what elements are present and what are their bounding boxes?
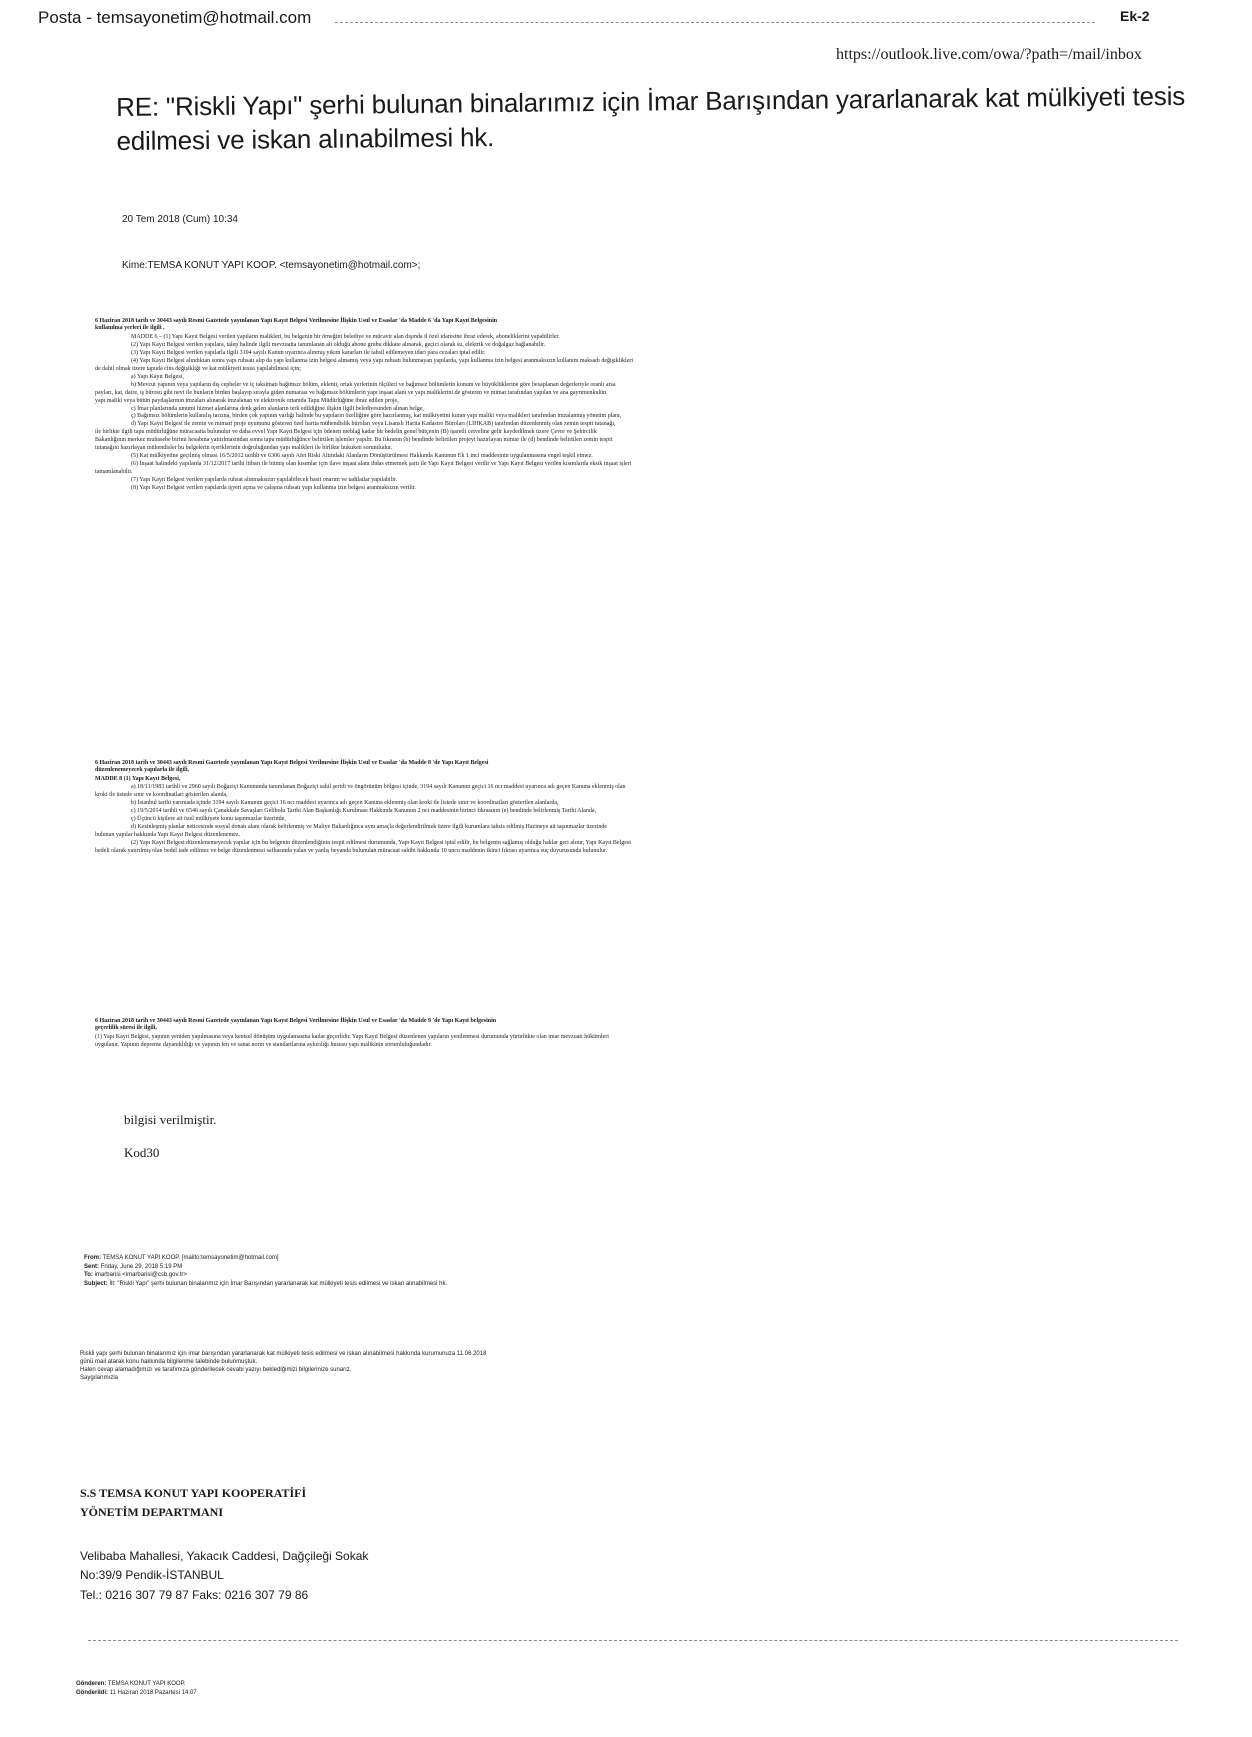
sent-date-value: 11 Haziran 2018 Pazartesi 14:07 — [109, 1689, 197, 1696]
list-item: (2) Yapı Kayıt Belgesi düzenlenemeyecek yapılar için bu belgenin düzenlendiğinin tespit edilmesi durumunda, Yapı Kayıt Belgesi iptal edilir, bu belgenin sağlamış olduğu haklar geri alınır, Yapı Kayıt Belgesi — [131, 839, 631, 846]
list-item: de dahil olmak üzere tapuda cins değişikliği ve kat mülkiyeti tesisi yapılabilmesi için; — [95, 366, 301, 372]
body-line: günü mail atarak konu hakkında bilgilenme talebinde bulunmuştuk. — [80, 1359, 258, 1366]
list-item: b) İstanbul tarihi yarımada içinde 3194 sayılı Kanunun geçici 16 ncı maddesi uyarınca adı geçen Kanuna eklenmiş olan kroki ile listede sınır ve koordinatları gösterilen alanlarda, — [131, 800, 559, 807]
list-item: c) 19/5/2014 tarihli ve 6546 sayılı Çanakkale Savaşları Gelibolu Tarihi Alan Başkanlığı Kurulması Hakkında Kanunun 2 nci maddesinin birinci fıkrasının (e) bendinde belirlenmiş Tarihi Alanda, — [131, 808, 597, 814]
list-item: ç) Üçüncü kişilere ait özel mülkiyete konu taşınmazlar üzerinde, — [131, 815, 286, 822]
sender-value: TEMSA KONUT YAPI KOOP. — [107, 1681, 186, 1687]
list-item: ç) Bağımsız bölümlerin kullanılış tarzına, birden çok yapının varlığı halinde bu yapıların özelliğine göre hazırlanmış, kat mülkiyetini kuran yapı maliki veya malikleri tarafından imzalanmış yönetim planı, — [131, 413, 622, 420]
section3-heading-line1: 6 Haziran 2018 tarih ve 30443 sayılı Resmi Gazetede yayınlanan Yapı Kayıt Belgesi Verilmesine İlişkin Usul ve Esaslar 'da Madde 9 'de Yapı Kayıt belgesinin — [95, 1018, 497, 1024]
previous-message-header — [76, 1680, 776, 1697]
list-item: d) Yapı Kayıt Belgesi ile zemin ve mimari proje uyumunu gösteren özel harita mühendislik büroları veya Lisanslı Harita Kadastro Büroları (LİHKAB) tarafından düzenlenmiş olan zemin tespit tutanağı, — [131, 421, 616, 428]
sent-label: Sent: — [84, 1263, 99, 1270]
email-subject — [116, 78, 1217, 158]
list-item: uygulanır. Yapının depreme dayanıklılığı ve yapının fen ve sanat norm ve standartlarına aykırılığı hususu yapı malikinin sorumluluğundadır. — [95, 1042, 432, 1049]
top-divider — [335, 22, 1095, 23]
subject-label: Subject: — [84, 1281, 108, 1288]
closing-text: bilgisi verilmiştir. — [124, 1112, 217, 1127]
list-item: Bakanlığının merkez muhasebe birimi hesabına yatırılmasından sonra tapu müdürlüğünce belirtilen işlemler yapılır. Bu fıkranın (b) bendinde belirtilen projeyi hazırlayan mimar ile (d) bendinde belirtilen zemin tespit — [95, 437, 613, 444]
section1-body — [95, 334, 1140, 492]
signature-org-name: S.S TEMSA KONUT YAPI KOOPERATİFİ — [80, 1486, 307, 1500]
list-item: MADDE 6 – (1) Yapı Kayıt Belgesi verilen yapıların malikleri, bu belgenin bir örneğini belediye ve mücavir alan dışında il özel idaresine ibraz ederek, aboneliklerini yapabilirler. — [131, 334, 560, 341]
section3-heading-line2: geçerlilik süresi ile ilgili, — [95, 1025, 157, 1032]
original-message-header — [84, 1254, 1204, 1289]
list-item: yapı maliki veya bütün paydaşlarının imzaları alınarak imzalanan ve elektronik ortamda Tapu Müdürlüğüne ibraz edilen proje, — [95, 397, 399, 404]
list-item: a) 18/11/1983 tarihli ve 2960 sayılı Boğaziçi Kanununda tanımlanan Boğaziçi sahil şeridi ve öngörünüm bölgesi içinde, 3194 sayılı Kanunun geçici 16 ncı maddesi uyarınca adı geçen Kanuna eklenmiş olan — [131, 784, 626, 791]
sender-label: Gönderen: — [76, 1681, 107, 1687]
section3-body — [95, 1034, 1140, 1050]
original-message-body — [80, 1350, 1200, 1382]
sent-value: Friday, June 29, 2018 5:19 PM — [100, 1263, 183, 1270]
page-url[interactable]: https://outlook.live.com/owa/?path=/mail/inbox — [836, 46, 1142, 63]
from-row — [84, 1254, 1204, 1263]
list-item: (6) İnşaat halindeki yapılarda 31/12/2017 tarihi itibarı ile bitmiş olan kısımlar için ilave inşaat alanı ihdas etmemek şartı ile Yapı Kayıt Belgesi verilir ve Yapı Kayıt Belgesi verilen kısımlarda eksik inşaat işleri — [131, 460, 632, 467]
section2-heading-line1: 6 Haziran 2018 tarih ve 30443 sayılı Resmi Gazetede yayınlanan Yapı Kayıt Belgesi Verilmesine İlişkin Usul ve Esaslar 'da Madde 8 'de Yapı Kayıt Belgesi — [95, 760, 489, 766]
section-madde-6 — [95, 318, 1140, 493]
subject-value: İlt: "Riskli Yapı" şerhi bulunan binalarımız için İmar Barışından yararlanarak kat mülkiyeti tesis edilmesi ve iskan alınabilmesi hk. — [109, 1281, 448, 1288]
sent-row — [84, 1263, 1204, 1272]
from-value[interactable]: TEMSA KONUT YAPI KOOP. [mailto:temsayonetim@hotmail.com] — [102, 1255, 279, 1261]
signature-address-line2: No:39/9 Pendik-İSTANBUL — [80, 1568, 224, 1583]
list-item: tutanağını hazırlayan mühendisler bu belgelerin içeriklerinin doğruluğundan yapı malikleri ile birlikte hukuken sorumludur. — [95, 445, 393, 452]
body-line: Saygılarımızla — [80, 1375, 119, 1382]
list-item: tamamlanabilir. — [95, 468, 133, 475]
sent-date-label: Gönderildi: — [76, 1689, 108, 1696]
footer-divider — [88, 1640, 1178, 1641]
email-recipient: Kime:TEMSA KONUT YAPI KOOP. <temsayonetim@hotmail.com>; — [122, 260, 421, 271]
section-madde-9 — [95, 1018, 1140, 1050]
signature-phone: Tel.: 0216 307 79 87 Faks: 0216 307 79 86 — [80, 1587, 309, 1602]
list-item: (3) Yapı Kayıt Belgesi verilen yapılarla ilgili 3194 sayılı Kanun uyarınca alınmış yıkım kararları ile tahsil edilemeyen idari para cezaları iptal edilir. — [131, 350, 486, 357]
list-item: (1) Yapı Kayıt Belgesi, yapının yeniden yapılmasına veya kentsel dönüşüm uygulamasına kadar geçerlidir. Yapı Kayıt Belgesi düzenlenen yapıların yenilenmesi durumunda yürürlükte olan imar mevzuatı hükümleri — [95, 1034, 609, 1041]
to-label: To: — [84, 1272, 93, 1279]
list-item: c) İmar planlarında umumi hizmet alanlarına denk gelen alanların terk edildiğine ilişkin ilgili belediyesinden alınan belge, — [131, 405, 424, 412]
list-item: ile birlikte ilgili tapu müdürlüğüne müracaatta bulunulur ve daha evvel Yapı Kayıt Belgesi için ödenen meblağ kadar bir bedelin genel bütçenin (B) işaretli cetveline gelir kaydedilmek üzere Çevre ve Şehircilik — [95, 429, 597, 436]
list-item: bedeli olarak yatırılmış olan bedel iade edilmez ve belge düzenlenmesi safhasında yalan ve yanlış beyanda bulunulan müracaat sahibi hakkında 10 uncu maddenin ikinci fıkrası uyarınca suç duyurusunda bulunulur. — [95, 847, 608, 854]
signature-department: YÖNETİM DEPARTMANI — [80, 1504, 224, 1519]
list-item: a) Yapı Kayıt Belgesi, — [131, 373, 184, 380]
signature-block — [80, 1484, 580, 1605]
app-title: Posta - temsayonetim@hotmail.com — [38, 8, 312, 27]
list-item: (8) Yapı Kayıt Belgesi verilen yapılarda işyeri açma ve çalışma ruhsatı yapı kullanma izin belgesi aranmaksızın verilir. — [131, 484, 416, 491]
list-item: (4) Yapı Kayıt Belgesi alındıktan sonra yapı ruhsatı alıp da yapı kullanma izin belgesi almamış veya yapı ruhsatı bulunmayan yapılarda, yapı kullanma izin belgesi aranmaksızın kullanım maksadı değişiklikleri — [131, 358, 634, 365]
body-line: Riskli yapı şerhi bulunan binalarımız için imar barışından yararlanarak kat mülkiyeti tesis edilmesi ve iskan alınabilmesi hakkında kurumunuza 11.06.2018 — [80, 1351, 487, 1357]
sender-row — [76, 1680, 776, 1689]
list-item: MADDE 8 (1) Yapı Kayıt Belgesi, — [95, 776, 181, 783]
to-value[interactable]: imarbarisi <imarbarisi@csb.gov.tr> — [94, 1272, 187, 1279]
reference-code: Kod30 — [124, 1145, 160, 1160]
to-row — [84, 1271, 1204, 1280]
section2-heading-line2: düzenlenemeyecek yapılarla ile ilgili, — [95, 767, 189, 774]
email-subject-line1: RE: "Riskli Yapı" şerhi bulunan binalarımız için İmar Barışından yararlanarak kat mülkiyeti tesis — [116, 80, 1186, 122]
email-date: 20 Tem 2018 (Cum) 10:34 — [122, 214, 238, 225]
sent-date-row — [76, 1689, 776, 1698]
list-item: b) Mevcut yapının veya yapıların dış cepheler ve iç taksimatı bağımsız bölüm, eklenti, ortak yerlerinin ölçüleri ve bağımsız bölümlerin konum ve büyüklüklerine göre hesaplanan değerleriyle oranlı arsa — [131, 381, 616, 388]
body-line: Halen cevap alamadığımızı ve tarafımıza gönderilecek cevabi yazıyı beklediğimizi bilgilerinize sunarız. — [80, 1367, 352, 1374]
email-subject-line2: edilmesi ve iskan alınabilmesi hk. — [116, 122, 495, 157]
doc-tag: Ek-2 — [1120, 8, 1150, 24]
from-label: From: — [84, 1255, 101, 1261]
subject-row — [84, 1280, 1204, 1289]
list-item: (5) Kat mülkiyetine geçilmiş olması 16/5/2012 tarihli ve 6306 sayılı Afet Riski Altındaki Alanların Dönüştürülmesi Hakkında Kanunun Ek 1 inci maddesinin uygulanmasına engel teşkil etmez. — [131, 452, 593, 459]
signature-address-line1: Velibaba Mahallesi, Yakacık Caddesi, Dağçileği Sokak — [80, 1549, 369, 1564]
section-madde-8 — [95, 760, 1140, 855]
list-item: payları, kat, daire, iş bürosu gibi nevi ile bunların birden başlayıp sırayla giden numarası ve bağımsız bölümlerin yapı inşaat alanı ve yapı maliklerini de gösteren ve mimar tarafından yapılan ve ana gayrımenkulün — [95, 389, 607, 396]
section1-heading-line1: 6 Haziran 2018 tarih ve 30443 sayılı Resmi Gazetede yayınlanan Yapı Kayıt Belgesi Verilmesine İlişkin Usul ve Esaslar 'da Madde 6 'da Yapı Kayıt Belgesinin — [95, 318, 498, 324]
list-item: d) Kesinleşmiş planlar neticesinde sosyal donatı alanı olarak belirlenmiş ve Maliye Bakanlığınca aynı amaçla değerlendirilmek üzere ilgili kurumlara tahsis edilmiş Hazineye ait taşınmazlar üzerinde — [131, 823, 608, 830]
list-item: bulunan yapılar hakkında Yapı Kayıt Belgesi düzenlenemez. — [95, 831, 240, 838]
section2-body — [95, 776, 1140, 855]
list-item: kroki ile üstede sınır ve koordinatları gösterilen alanda, — [95, 792, 228, 799]
list-item: (7) Yapı Kayıt Belgesi verilen yapılarda ruhsat alınmaksızın yapılabilecek basit onarım ve tadilatlar yapılabilir. — [131, 476, 398, 483]
section1-heading-line2: kullanılma yerleri ile ilgili , — [95, 325, 165, 332]
list-item: (2) Yapı Kayıt Belgesi verilen yapılara, talep halinde ilgili mevzuatta tanımlanan ait olduğu abone grubu dikkate alınarak, geçici olarak su, elektrik ve doğalgaz bağlanabilir. — [131, 342, 546, 349]
